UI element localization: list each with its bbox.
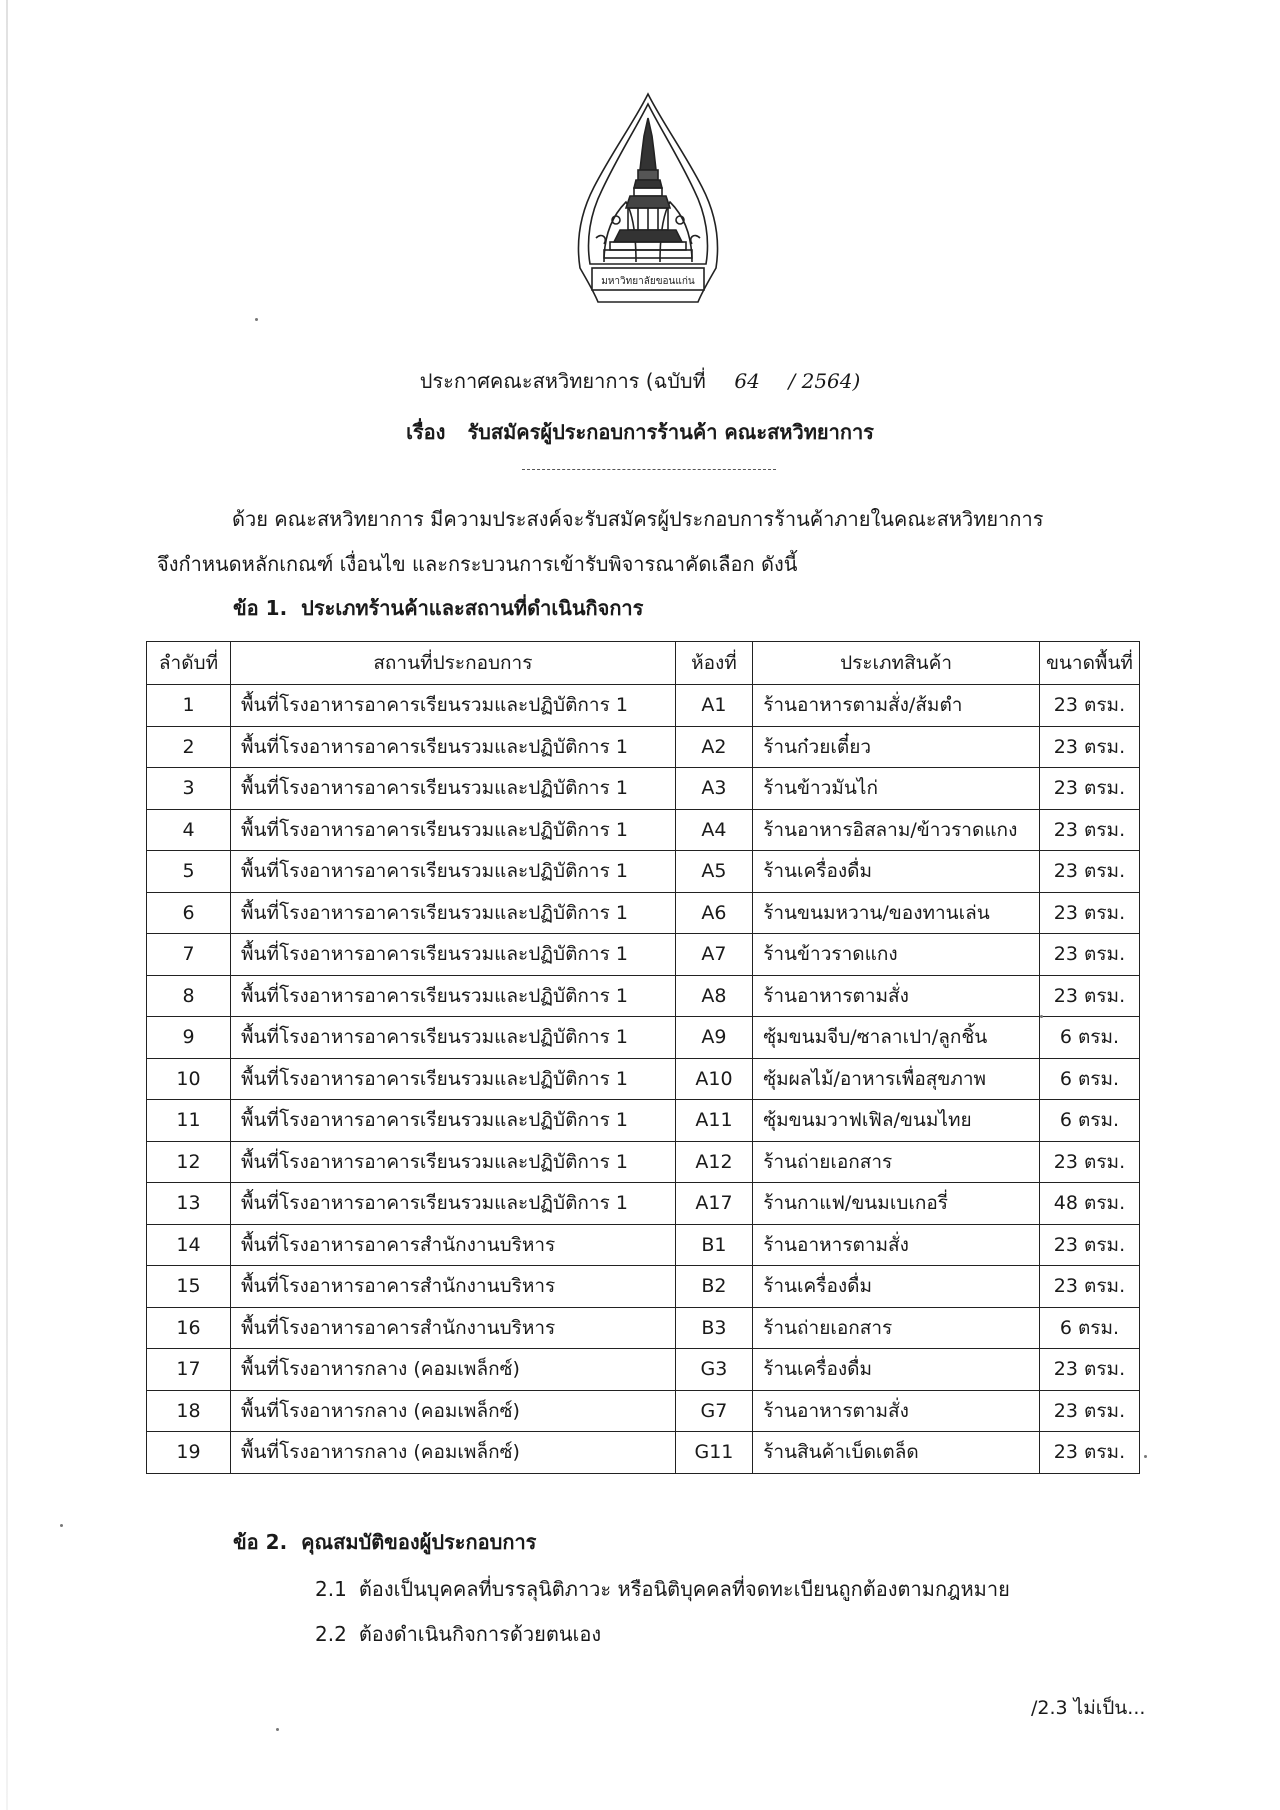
scan-speck xyxy=(276,1728,279,1731)
cell-room: B1 xyxy=(675,1224,752,1266)
cell-type: ร้านก๋วยเตี๋ยว xyxy=(753,726,1040,768)
section-1-heading xyxy=(233,594,643,622)
cell-room: A10 xyxy=(675,1058,752,1100)
announcement-number: 64 xyxy=(734,369,760,393)
cell-room: A17 xyxy=(675,1183,752,1225)
cell-location: พื้นที่โรงอาหารกลาง (คอมเพล็กซ์) xyxy=(231,1349,676,1391)
cell-size: 23 ตรม. xyxy=(1039,809,1139,851)
cell-size: 6 ตรม. xyxy=(1039,1100,1139,1142)
cell-type: ร้านอาหารตามสั่ง xyxy=(753,1224,1040,1266)
shop-table xyxy=(146,641,1140,1474)
subject-label: เรื่อง xyxy=(406,420,446,444)
cell-size: 23 ตรม. xyxy=(1039,851,1139,893)
table-row xyxy=(147,1349,1140,1391)
cell-no: 3 xyxy=(147,768,231,810)
cell-room: G7 xyxy=(675,1390,752,1432)
cell-location: พื้นที่โรงอาหารอาคารเรียนรวมและปฏิบัติการ 1 xyxy=(231,1017,676,1059)
cell-type: ร้านขนมหวาน/ของทานเล่น xyxy=(753,892,1040,934)
section-2-heading xyxy=(233,1528,536,1556)
table-row xyxy=(147,1307,1140,1349)
cell-room: A3 xyxy=(675,768,752,810)
header-location: สถานที่ประกอบการ xyxy=(231,642,676,685)
cell-location: พื้นที่โรงอาหารอาคารเรียนรวมและปฏิบัติการ 1 xyxy=(231,1183,676,1225)
table-header-row xyxy=(147,642,1140,685)
cell-type: ร้านเครื่องดื่ม xyxy=(753,851,1040,893)
cell-size: 23 ตรม. xyxy=(1039,934,1139,976)
scan-speck xyxy=(1040,1015,1043,1018)
cell-no: 13 xyxy=(147,1183,231,1225)
table-row xyxy=(147,1390,1140,1432)
table-row xyxy=(147,975,1140,1017)
cell-location: พื้นที่โรงอาหารกลาง (คอมเพล็กซ์) xyxy=(231,1390,676,1432)
scan-speck xyxy=(255,318,258,321)
cell-no: 12 xyxy=(147,1141,231,1183)
cell-location: พื้นที่โรงอาหารอาคารเรียนรวมและปฏิบัติการ 1 xyxy=(231,768,676,810)
table-row xyxy=(147,934,1140,976)
cell-size: 6 ตรม. xyxy=(1039,1058,1139,1100)
announcement-subject xyxy=(0,418,1280,446)
cell-location: พื้นที่โรงอาหารอาคารเรียนรวมและปฏิบัติการ 1 xyxy=(231,892,676,934)
cell-size: 23 ตรม. xyxy=(1039,1266,1139,1308)
cell-size: 23 ตรม. xyxy=(1039,1432,1139,1474)
table-row xyxy=(147,1266,1140,1308)
item-text: ต้องดำเนินกิจการด้วยตนเอง xyxy=(358,1622,602,1646)
header-no: ลำดับที่ xyxy=(147,642,231,685)
cell-type: ร้านอาหารตามสั่ง/ส้มตำ xyxy=(753,685,1040,727)
cell-type: ร้านเครื่องดื่ม xyxy=(753,1349,1040,1391)
cell-no: 8 xyxy=(147,975,231,1017)
section-2-title: คุณสมบัติของผู้ประกอบการ xyxy=(301,1530,537,1554)
cell-location: พื้นที่โรงอาหารอาคารเรียนรวมและปฏิบัติการ 1 xyxy=(231,809,676,851)
cell-type: ร้านอาหารตามสั่ง xyxy=(753,1390,1040,1432)
cell-no: 17 xyxy=(147,1349,231,1391)
cell-room: B2 xyxy=(675,1266,752,1308)
shop-table-body xyxy=(147,685,1140,1474)
cell-type: ร้านถ่ายเอกสาร xyxy=(753,1307,1040,1349)
cell-type: ร้านข้าวราดแกง xyxy=(753,934,1040,976)
cell-location: พื้นที่โรงอาหารอาคารสำนักงานบริหาร xyxy=(231,1224,676,1266)
table-row xyxy=(147,1183,1140,1225)
cell-room: A11 xyxy=(675,1100,752,1142)
cell-room: G11 xyxy=(675,1432,752,1474)
cell-room: A2 xyxy=(675,726,752,768)
cell-no: 5 xyxy=(147,851,231,893)
table-row xyxy=(147,1141,1140,1183)
cell-location: พื้นที่โรงอาหารอาคารสำนักงานบริหาร xyxy=(231,1266,676,1308)
cell-type: ซุ้มขนมวาฟเฟิล/ขนมไทย xyxy=(753,1100,1040,1142)
cell-no: 4 xyxy=(147,809,231,851)
cell-type: ซุ้มขนมจีบ/ซาลาเปา/ลูกชิ้น xyxy=(753,1017,1040,1059)
item-number: 2.2 xyxy=(315,1622,347,1646)
cell-type: ร้านถ่ายเอกสาร xyxy=(753,1141,1040,1183)
cell-room: A5 xyxy=(675,851,752,893)
scan-edge xyxy=(6,0,8,1810)
cell-room: A4 xyxy=(675,809,752,851)
cell-room: A8 xyxy=(675,975,752,1017)
item-number: 2.1 xyxy=(315,1577,347,1601)
cell-no: 16 xyxy=(147,1307,231,1349)
cell-location: พื้นที่โรงอาหารอาคารเรียนรวมและปฏิบัติการ 1 xyxy=(231,1141,676,1183)
table-row xyxy=(147,1017,1140,1059)
cell-type: ร้านอาหารอิสลาม/ข้าวราดแกง xyxy=(753,809,1040,851)
table-row xyxy=(147,1058,1140,1100)
cell-location: พื้นที่โรงอาหารอาคารเรียนรวมและปฏิบัติการ 1 xyxy=(231,934,676,976)
cell-no: 7 xyxy=(147,934,231,976)
cell-size: 6 ตรม. xyxy=(1039,1307,1139,1349)
continuation-note: /2.3 ไม่เป็น... xyxy=(1031,1697,1146,1719)
item-text: ต้องเป็นบุคคลที่บรรลุนิติภาวะ หรือนิติบุคคลที่จดทะเบียนถูกต้องตามกฎหมาย xyxy=(358,1577,1010,1601)
cell-type: ซุ้มผลไม้/อาหารเพื่อสุขภาพ xyxy=(753,1058,1040,1100)
university-seal-icon xyxy=(574,92,722,310)
cell-location: พื้นที่โรงอาหารอาคารสำนักงานบริหาร xyxy=(231,1307,676,1349)
intro-line-2: จึงกำหนดหลักเกณฑ์ เงื่อนไข และกระบวนการเข้ารับพิจารณาคัดเลือก ดังนี้ xyxy=(157,552,798,576)
cell-size: 23 ตรม. xyxy=(1039,892,1139,934)
subject-text: รับสมัครผู้ประกอบการร้านค้า คณะสหวิทยาการ xyxy=(467,420,874,444)
cell-no: 6 xyxy=(147,892,231,934)
cell-size: 23 ตรม. xyxy=(1039,685,1139,727)
section-2-number: ข้อ 2. xyxy=(233,1530,288,1554)
seal-caption: มหาวิทยาลัยขอนแก่น xyxy=(601,276,695,287)
cell-size: 23 ตรม. xyxy=(1039,726,1139,768)
section-2-item xyxy=(315,1620,601,1648)
table-row xyxy=(147,892,1140,934)
cell-no: 18 xyxy=(147,1390,231,1432)
cell-type: ร้านเครื่องดื่ม xyxy=(753,1266,1040,1308)
table-row xyxy=(147,1224,1140,1266)
cell-type: ร้านสินค้าเบ็ดเตล็ด xyxy=(753,1432,1040,1474)
cell-location: พื้นที่โรงอาหารอาคารเรียนรวมและปฏิบัติการ 1 xyxy=(231,1058,676,1100)
table-row xyxy=(147,768,1140,810)
cell-size: 6 ตรม. xyxy=(1039,1017,1139,1059)
cell-location: พื้นที่โรงอาหารอาคารเรียนรวมและปฏิบัติการ 1 xyxy=(231,726,676,768)
cell-room: A7 xyxy=(675,934,752,976)
table-row xyxy=(147,1100,1140,1142)
cell-no: 15 xyxy=(147,1266,231,1308)
intro-line-1: ด้วย คณะสหวิทยาการ มีความประสงค์จะรับสมัครผู้ประกอบการร้านค้าภายในคณะสหวิทยาการ xyxy=(232,507,1044,531)
cell-no: 9 xyxy=(147,1017,231,1059)
cell-location: พื้นที่โรงอาหารอาคารเรียนรวมและปฏิบัติการ 1 xyxy=(231,851,676,893)
cell-room: G3 xyxy=(675,1349,752,1391)
table-row xyxy=(147,726,1140,768)
cell-room: A6 xyxy=(675,892,752,934)
cell-room: A12 xyxy=(675,1141,752,1183)
header-size: ขนาดพื้นที่ xyxy=(1039,642,1139,685)
cell-no: 2 xyxy=(147,726,231,768)
title-separator xyxy=(522,469,776,470)
table-row xyxy=(147,685,1140,727)
header-room: ห้องที่ xyxy=(675,642,752,685)
section-1-title: ประเภทร้านค้าและสถานที่ดำเนินกิจการ xyxy=(301,596,644,620)
cell-type: ร้านอาหารตามสั่ง xyxy=(753,975,1040,1017)
cell-no: 10 xyxy=(147,1058,231,1100)
cell-location: พื้นที่โรงอาหารกลาง (คอมเพล็กซ์) xyxy=(231,1432,676,1474)
cell-no: 11 xyxy=(147,1100,231,1142)
section-1-number: ข้อ 1. xyxy=(233,596,288,620)
cell-room: A9 xyxy=(675,1017,752,1059)
cell-size: 48 ตรม. xyxy=(1039,1183,1139,1225)
cell-size: 23 ตรม. xyxy=(1039,1390,1139,1432)
cell-size: 23 ตรม. xyxy=(1039,1349,1139,1391)
table-row xyxy=(147,1432,1140,1474)
cell-type: ร้านกาแฟ/ขนมเบเกอรี่ xyxy=(753,1183,1040,1225)
cell-location: พื้นที่โรงอาหารอาคารเรียนรวมและปฏิบัติการ 1 xyxy=(231,685,676,727)
cell-no: 14 xyxy=(147,1224,231,1266)
cell-room: A1 xyxy=(675,685,752,727)
header-type: ประเภทสินค้า xyxy=(753,642,1040,685)
cell-type: ร้านข้าวมันไก่ xyxy=(753,768,1040,810)
cell-location: พื้นที่โรงอาหารอาคารเรียนรวมและปฏิบัติการ 1 xyxy=(231,1100,676,1142)
table-row xyxy=(147,851,1140,893)
cell-size: 23 ตรม. xyxy=(1039,768,1139,810)
announcement-title xyxy=(0,367,1280,395)
cell-size: 23 ตรม. xyxy=(1039,1224,1139,1266)
announcement-year: / 2564) xyxy=(788,369,861,393)
cell-no: 1 xyxy=(147,685,231,727)
section-2-item xyxy=(315,1575,1010,1603)
cell-no: 19 xyxy=(147,1432,231,1474)
scan-speck xyxy=(60,1524,63,1527)
cell-room: B3 xyxy=(675,1307,752,1349)
scan-speck xyxy=(1144,1455,1147,1458)
announcement-prefix: ประกาศคณะสหวิทยาการ (ฉบับที่ xyxy=(419,369,706,393)
cell-location: พื้นที่โรงอาหารอาคารเรียนรวมและปฏิบัติการ 1 xyxy=(231,975,676,1017)
cell-size: 23 ตรม. xyxy=(1039,1141,1139,1183)
table-row xyxy=(147,809,1140,851)
cell-size: 23 ตรม. xyxy=(1039,975,1139,1017)
